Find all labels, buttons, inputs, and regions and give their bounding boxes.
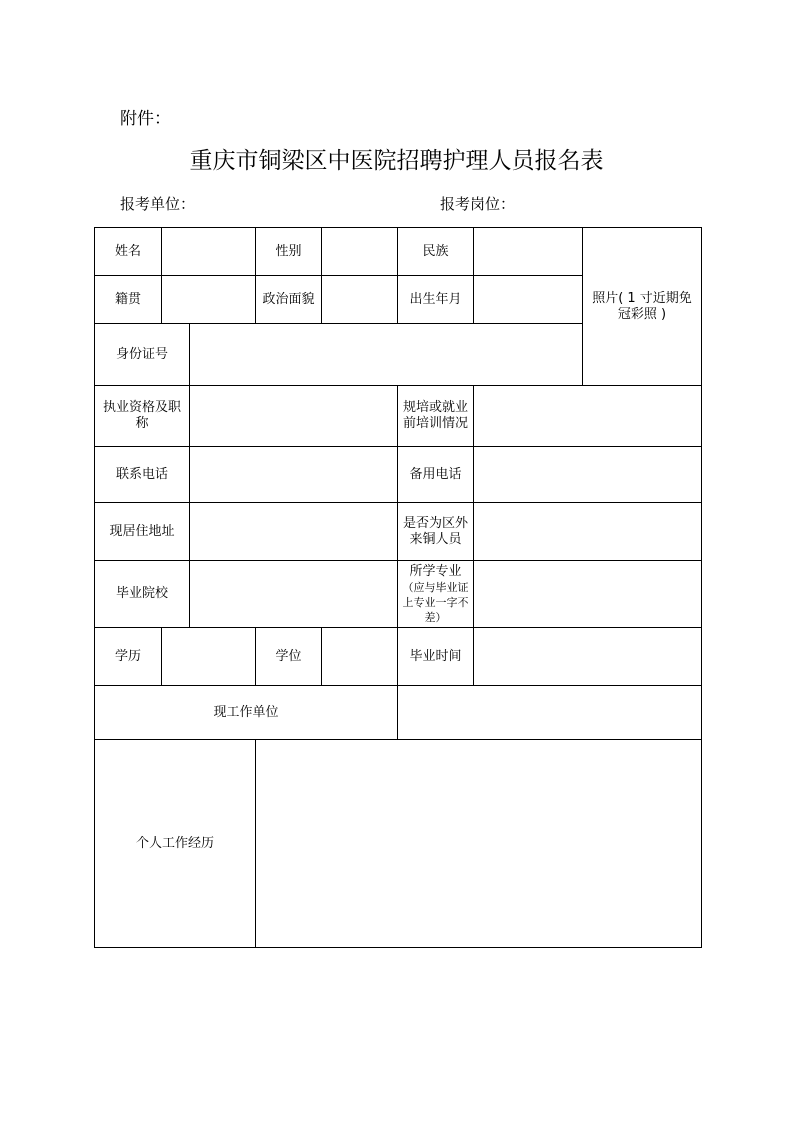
row-education	[95, 628, 702, 686]
school-field[interactable]	[190, 561, 398, 628]
native-place-field[interactable]	[162, 276, 256, 324]
work-history-label: 个人工作经历	[95, 740, 256, 948]
native-place-label: 籍贯	[95, 276, 162, 324]
row-phone	[95, 447, 702, 503]
current-employer-label: 现工作单位	[95, 686, 398, 740]
work-history-field[interactable]	[256, 740, 702, 948]
gender-label: 性别	[256, 228, 322, 276]
training-field[interactable]	[474, 386, 702, 447]
phone-label: 联系电话	[95, 447, 190, 503]
degree-field[interactable]	[322, 628, 398, 686]
attachment-label: 附件：	[120, 109, 171, 129]
birth-date-field[interactable]	[474, 276, 583, 324]
apply-post-label: 报考岗位：	[440, 195, 516, 213]
ethnicity-field[interactable]	[474, 228, 583, 276]
ethnicity-label: 民族	[398, 228, 474, 276]
major-label: 所学专业	[409, 563, 462, 579]
gender-field[interactable]	[322, 228, 398, 276]
major-note: （应与毕业证上专业一字不差）	[402, 580, 469, 624]
apply-unit-label: 报考单位：	[120, 195, 196, 213]
row-school	[95, 561, 702, 628]
license-title-label: 执业资格及职称	[95, 386, 190, 447]
phone-field[interactable]	[190, 447, 398, 503]
row-license	[95, 386, 702, 447]
degree-label: 学位	[256, 628, 322, 686]
id-number-label: 身份证号	[95, 324, 190, 386]
registration-form-table	[94, 227, 702, 948]
name-label: 姓名	[95, 228, 162, 276]
graduation-time-label: 毕业时间	[398, 628, 474, 686]
name-field[interactable]	[162, 228, 256, 276]
current-employer-field[interactable]	[398, 686, 702, 740]
photo-box[interactable]: 照片( 1 寸近期免冠彩照 )	[583, 228, 702, 386]
major-label-cell	[398, 561, 474, 628]
address-label: 现居住地址	[95, 503, 190, 561]
row-name	[95, 228, 702, 276]
row-address	[95, 503, 702, 561]
non-local-field[interactable]	[474, 503, 702, 561]
school-label: 毕业院校	[95, 561, 190, 628]
backup-phone-field[interactable]	[474, 447, 702, 503]
birth-date-label: 出生年月	[398, 276, 474, 324]
graduation-time-field[interactable]	[474, 628, 702, 686]
major-field[interactable]	[474, 561, 702, 628]
education-field[interactable]	[162, 628, 256, 686]
row-work-history	[95, 740, 702, 948]
training-label: 规培或就业前培训情况	[398, 386, 474, 447]
form-title: 重庆市铜梁区中医院招聘护理人员报名表	[189, 148, 604, 174]
license-title-field[interactable]	[190, 386, 398, 447]
political-status-label: 政治面貌	[256, 276, 322, 324]
political-status-field[interactable]	[322, 276, 398, 324]
education-label: 学历	[95, 628, 162, 686]
non-local-label: 是否为区外来铜人员	[398, 503, 474, 561]
address-field[interactable]	[190, 503, 398, 561]
id-number-field[interactable]	[190, 324, 583, 386]
row-employer	[95, 686, 702, 740]
backup-phone-label: 备用电话	[398, 447, 474, 503]
